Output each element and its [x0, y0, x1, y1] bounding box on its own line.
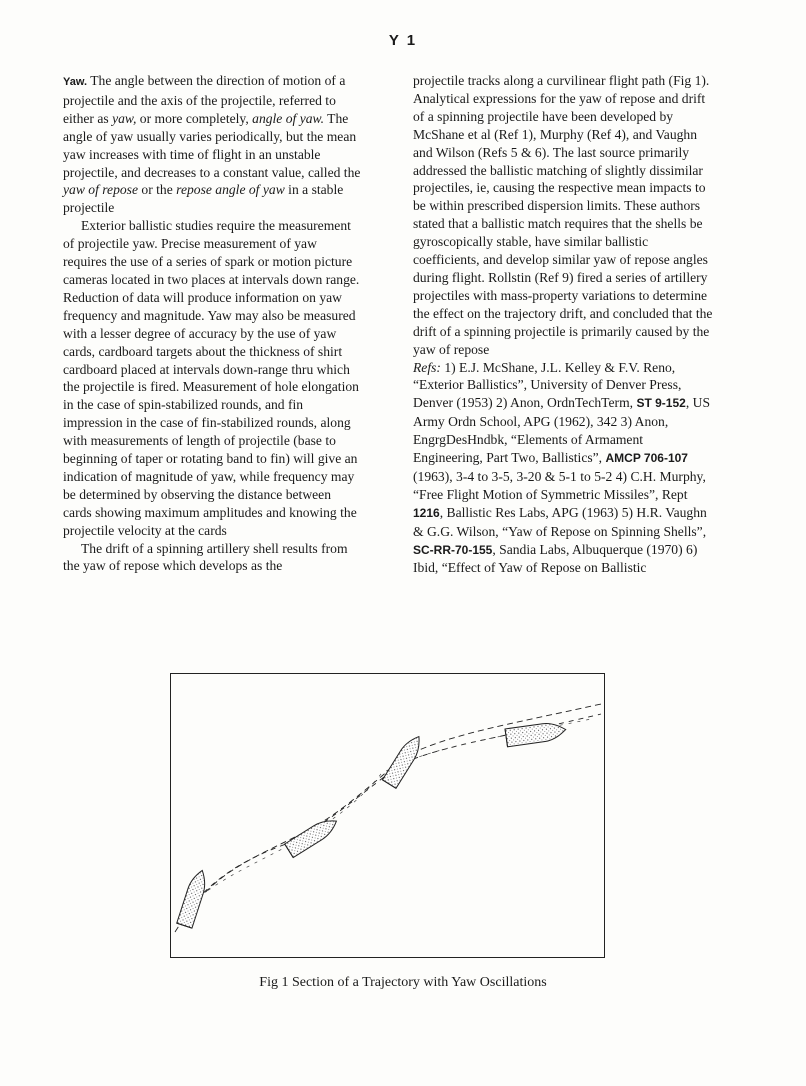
ref-text: (1963), 3-4 to 3-5, 3-20 & 5-1 to 5-2 4) C.H. Murphy, “Free Flight Motion of Symmetric Missiles”, Rept: [413, 468, 706, 502]
ref-text: 1) E.J. McShane, J.L. Kelley & F.V. Reno, “Exterior Ballistics”, University of Denver Press, Denver (1953) 2) Anon, OrdnTechTerm,: [413, 359, 682, 411]
ref-code: SC-RR-70-155: [413, 542, 493, 557]
text-run: or more completely,: [136, 110, 253, 126]
trajectory-path-mid: [181, 719, 591, 914]
entry-term: Yaw.: [63, 76, 88, 88]
figure-caption: Fig 1 Section of a Trajectory with Yaw Oscillations: [259, 975, 547, 990]
projectile-shell-3: [382, 732, 425, 788]
text-run: The angle between the direction of motion of a projectile and the axis of the projectile, referred to either as: [63, 73, 346, 126]
italic-term: yaw,: [112, 110, 137, 126]
references-paragraph: [413, 359, 713, 578]
italic-term: yaw of repose: [63, 182, 139, 198]
trajectory-path-lower: [179, 714, 601, 924]
right-column: [413, 72, 713, 577]
italic-term: angle of yaw.: [252, 110, 324, 126]
ref-text: , Sandia Labs, Albuquerque (1970) 6) Ibid, “Effect of Yaw of Repose on Ballistic: [413, 541, 698, 576]
drift-continued-paragraph: projectile tracks along a curvilinear flight path (Fig 1). Analytical expressions for the yaw of repose and drift of a spinning projectile have been developed by McShane et al (Ref 1), Murphy (Ref 4), and Vaughn and Wilson (Refs 5 & 6). The last source primarily addressed the ballistic matching of slightly dissimilar projectiles, ie, causing the respective mean impacts to be within prescribed dispersion limits. These authors stated that a ballistic match requires that the shells be gyroscopically stable, have similar ballistic coefficients, and develop similar yaw of repose angles during flight. Rollstin (Ref 9) fired a series of artillery projectiles with mass-property variations to determine the effect on the trajectory drift, and concluded that the drift of a spinning projectile is primarily caused by the yaw of repose: [413, 73, 713, 357]
italic-term: repose angle of yaw: [176, 182, 285, 198]
ref-code: AMCP 706-107: [605, 451, 688, 466]
text-run: in a stable projectile: [63, 182, 344, 216]
ref-text: , Ballistic Res Labs, APG (1963) 5) H.R. Vaughn & G.G. Wilson, “Yaw of Repose on Spinning Shells”,: [413, 504, 707, 539]
trajectory-figure: [170, 673, 605, 958]
projectile-shell-4: [505, 721, 567, 747]
projectile-shell-1: [177, 868, 210, 928]
text-run: The angle of yaw usually varies periodically, but the mean yaw increases with time of flight in an unstable projectile, and decreases to a constant value, called the: [63, 110, 361, 180]
measurement-paragraph: Exterior ballistic studies require the measurement of projectile yaw. Precise measurement of yaw requires the use of a series of spark or motion picture cameras located in two places at intervals down range. Reduction of data will produce information on yaw frequency and magnitude. Yaw may also be measured with a lesser degree of accuracy by the use of yaw cards, cardboard targets about the thickness of shirt cardboard placed at intervals down-range thru which the projectile is fired. Measurement of hole elongation in the case of spin-stabilized rounds, and fin impression in the case of fin-stabilized rounds, along with measurements of length of projectile (base to beginning of taper or rotating band to fin) will give an indication of magnitude of yaw, while frequency may be determined by observing the distance between cards showing maximum amplitudes and knowing the projectile velocity at the cards: [63, 218, 360, 538]
left-column: [63, 72, 363, 575]
text-run: or the: [138, 182, 177, 198]
trajectory-diagram: [171, 674, 604, 957]
definition-paragraph: [63, 72, 363, 217]
ref-text: , US Army Ordn School, APG (1962), 342 3) Anon, EngrgDesHndbk, “Elements of Armament Engineering, Part Two, Ballistics”,: [413, 395, 711, 466]
page-header: Y 1: [388, 32, 418, 49]
projectile-shell-2: [285, 814, 341, 857]
ref-code: ST 9-152: [636, 396, 686, 411]
refs-label: Refs:: [413, 359, 441, 375]
ref-code: 1216: [413, 505, 440, 520]
drift-paragraph: The drift of a spinning artillery shell results from the yaw of repose which develops as the: [63, 540, 348, 574]
